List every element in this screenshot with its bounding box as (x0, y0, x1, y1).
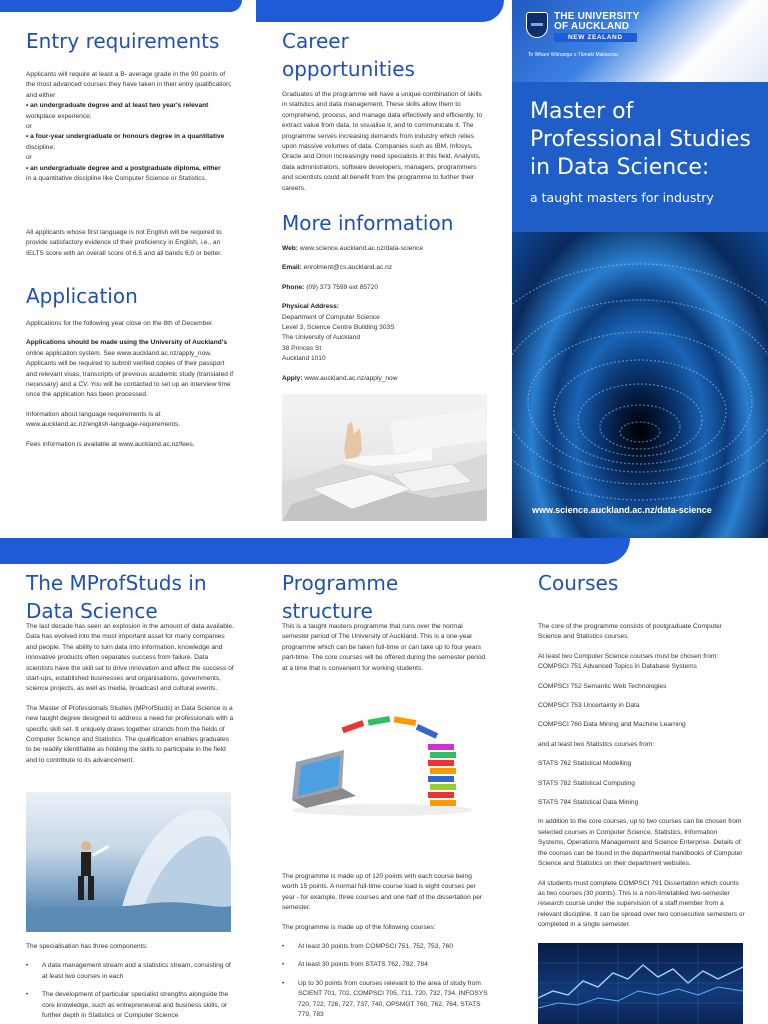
cover-title-line: Professional Studies (530, 127, 751, 152)
mprof-bullet-text: A data management stream and a statistics stream, consisting of at least two courses in each (42, 962, 231, 980)
programme-title-line2: structure (282, 599, 373, 623)
course-item: COMPSCI 753 Uncertainty in Data (538, 702, 640, 710)
list-item (26, 961, 236, 982)
top-left-band (0, 0, 242, 12)
mprof-text (26, 622, 236, 775)
cover-subtitle: a taught masters for industry (530, 190, 714, 205)
bottom-band-right-white (630, 538, 768, 564)
top-middle-band (256, 0, 504, 22)
entry-and-either: and either (26, 91, 56, 99)
entry-opt1-rest: workplace experience; (26, 112, 92, 120)
data-graph-photo (538, 943, 743, 1024)
paper-wave-illustration (26, 792, 231, 932)
university-name-line1: THE UNIVERSITY (554, 11, 640, 22)
mprof-bullet-text: The development of particular specialist strengths alongside the core knowledge, such as entrepreneurial and business skills, or further depth in Statistics or Computer Science (42, 991, 229, 1020)
application-p1: Applications for the following year close on the 8th of December. (26, 320, 214, 327)
application-p4: Fees information is available at www.auckland.ac.nz/fees. (26, 440, 195, 448)
programme-title (282, 569, 398, 625)
address-line: Auckland 1010 (282, 355, 326, 363)
career-title (282, 27, 415, 83)
list-item (26, 990, 236, 1021)
cover-title-line: Master of (530, 99, 634, 124)
cover-panel (512, 0, 768, 538)
bullet-icon: • (282, 961, 285, 969)
application-p2-rest: online application system. See www.auckland.ac.nz/apply_now. Applicants will be required to submit verified copies of their passport and relevant visas, transcripts of previous academic study (translated if necessary) and a CV. You will be contacted to set up an interview time once the application has been processed. (26, 349, 234, 399)
mprof-p2: The Master of Professionals Studies (MProfStuds) in Data Science is a new taught degree designed to address a need for professionals with a specific skill set. It uniquely draws together strands from the fields of Computer Science and Statistics. The qualification enables graduates to be readily identifiable as holding the skills to participate in the field and to contribute to its advancement. (26, 704, 234, 764)
web-label: Web: (282, 245, 298, 252)
courses-title: Courses (538, 571, 619, 595)
mprof-components (26, 942, 236, 1024)
paper-pile-photo (282, 394, 487, 521)
courses-text (538, 622, 745, 940)
bullet-icon: • (26, 962, 29, 970)
course-item: COMPSCI 760 Data Mining and Machine Learning (538, 721, 686, 729)
application-title: Application (26, 284, 138, 308)
entry-opt2-rest: discipline; (26, 143, 55, 151)
cover-title-line: in Data Science: (530, 155, 710, 180)
apply-label: Apply: (282, 374, 303, 382)
course-item: STATS 784 Statistical Data Mining (538, 799, 639, 807)
courses-p2: At least two Computer Science courses must be chosen from: COMPSCI 751 Advanced Topics in Database Systems (538, 652, 719, 671)
application-p2-bold: Applications should be made using the University of Auckland's (26, 339, 227, 347)
programme-bullet-text: At least 30 points from COMPSCI 751, 752, 753, 760 (298, 943, 454, 951)
apply-link[interactable]: www.auckland.ac.nz/apply_now (304, 374, 398, 382)
email-label: Email: (282, 264, 302, 272)
programme-p2: The programme is made up of 120 points with each course being worth 15 points. A normal full-time course load is eight courses per year - for example, three courses and one half of the dissertation per semester. (282, 873, 483, 912)
university-motto: Te Whare Wānanga o Tāmaki Makaurau (528, 52, 618, 58)
university-crest-icon (526, 12, 548, 38)
entry-or1: or (26, 123, 32, 131)
binary-tunnel-illustration (512, 232, 768, 538)
email-link[interactable]: enrolment@cs.auckland.ac.nz (303, 264, 393, 272)
entry-opt3-rest: in a quantitative discipline like Computer Science or Statistics. (26, 175, 207, 183)
entry-opt2-bold: • a four-year undergraduate or honours degree in a quantitative (26, 133, 225, 141)
address-line: The University of Auckland (282, 334, 361, 342)
laptop-books-photo (282, 700, 487, 820)
web-link[interactable]: www.science.auckland.ac.nz/data-science (299, 245, 423, 252)
address-label: Physical Address: (282, 303, 339, 311)
programme-bullet-text: Up to 30 points from courses relevant to the area of study from SCIENT 701, 702, COMPSCI 705, 711, 720, 732, 734, INFOSYS 720, 722, 726, 727, 737, 740, OPSMGT 760, 762, 764, STATS 779, 783 (298, 979, 488, 1019)
laptop-books-illustration (282, 700, 487, 820)
career-text: Graduates of the programme will have a unique combination of skills in statistics and data management. These skills allow them to comprehend, process, and manage data effectively and efficiently, to extract value from data, to visualise it, and to communicate it. The programme serves increasing demands from industry which relies upon massive volumes of data. Companies such as IBM, Infosys, Oracle and Orion increasingly need specialists in this field. Analysts, data administrators, software developers, managers, programmers and scientists could all benefit from the programme to further their careers. (282, 91, 483, 192)
course-item: STATS 782 Statistical Computing (538, 779, 635, 787)
mprof-title (26, 569, 207, 625)
entry-title: Entry requirements (26, 29, 220, 53)
programme-p1: This is a taught masters programme that runs over the normal semester period of The University of Auckland. This is a one-year programme which can be taken full-time or can take up to four years part-time. The core courses will be offered during the semester period at a time that is convenient for working students. (282, 623, 486, 672)
data-graph-illustration (538, 943, 743, 1024)
university-name-line2: OF AUCKLAND (554, 21, 630, 32)
bullet-icon: • (26, 991, 29, 999)
list-item (282, 960, 489, 970)
address-line: Department of Computer Science (282, 313, 380, 321)
programme-bullet-text: At least 30 points from STATS 762, 782, 784 (298, 961, 428, 969)
mprof-title-line2: Data Science (26, 599, 158, 623)
list-item (282, 942, 489, 952)
cover-header (512, 0, 768, 82)
career-title-line1: Career (282, 29, 349, 53)
entry-p1: Applicants will require at least a B- average grade in the 90 points of the most advanced courses they have taken in their entry qualification; (26, 71, 232, 89)
application-p3: Information about language requirements is at www.auckland.ac.nz/english-language-requirements. (26, 410, 181, 429)
phone-value: (09) 373 7599 ext 85720 (306, 283, 379, 291)
wave-photo (26, 792, 231, 932)
mprof-p1: The last decade has seen an explosion in the amount of data available. Data has evolved into the most important asset for many companies and people. The ability to turn data into information, knowledge and innovative products often separates success from failure. Data scientists have the skill set to drive innovation and affect the success of start-ups, established businesses and organisations, governments, science projects, as well as media, broadcast and cultural events. (26, 623, 234, 693)
university-name (554, 12, 640, 32)
more-info-text (282, 244, 492, 393)
programme-text (282, 872, 489, 1024)
binary-tunnel-image (512, 232, 768, 538)
entry-opt3-bold: • an undergraduate degree and a postgraduate diploma, either (26, 164, 221, 172)
course-item: STATS 762 Statistical Modelling (538, 760, 632, 768)
courses-p3: and at least two Statistics courses from: (538, 740, 655, 748)
career-title-line2: opportunities (282, 57, 415, 81)
bullet-icon: • (282, 979, 285, 987)
course-item: COMPSCI 752 Semantic Web Technologies (538, 682, 667, 690)
programme-title-line1: Programme (282, 571, 399, 595)
address-line: Level 3, Science Centre Building 303S (282, 324, 395, 332)
cover-url[interactable]: www.science.auckland.ac.nz/data-science (532, 505, 712, 515)
more-info-title: More information (282, 211, 454, 235)
cover-title (530, 98, 751, 182)
programme-p3: The programme is made up of the following courses: (282, 923, 436, 931)
university-country: NEW ZEALAND (554, 33, 637, 42)
entry-language: All applicants whose first language is not English will be required to provide satisfactory evidence of their proficiency in English, i.e., an IELTS score with an overall score of 6.5 and all bands 6.0 or better. (26, 229, 222, 257)
bottom-band (0, 538, 630, 564)
list-item (282, 979, 489, 1021)
courses-p5: All students must complete COMPSCI 791 Dissertation which counts as two courses (30 points). This is a non-timetabled two-semester research course under the supervision of a staff member from a relevant discipline. It can be spread over two consecutive semesters or completed in a single semester. (538, 879, 745, 929)
courses-p4: In addition to the core courses, up to two courses can be chosen from selected courses in Computer Science, Statistics, Information Systems, Operations Management and Science Enterprise. Details of the courses can be found in the departmental handbooks of Computer Science and Statistics on their department websites. (538, 818, 743, 868)
mprof-p3: The specialisation has three components: (26, 943, 148, 950)
entry-text (26, 70, 236, 184)
phone-label: Phone: (282, 283, 305, 291)
address-line: 38 Princes St (282, 344, 322, 352)
application-text (26, 319, 236, 459)
entry-opt1-bold: • an undergraduate degree and at least two year's relevant (26, 102, 209, 110)
paper-pile-illustration (282, 394, 487, 521)
mprof-title-line1: The MProfStuds in (26, 571, 207, 595)
bullet-icon: • (282, 943, 285, 951)
entry-or2: or (26, 154, 32, 162)
courses-p1: The core of the programme consists of postgraduate Computer Science and Statistics courses. (538, 623, 722, 641)
